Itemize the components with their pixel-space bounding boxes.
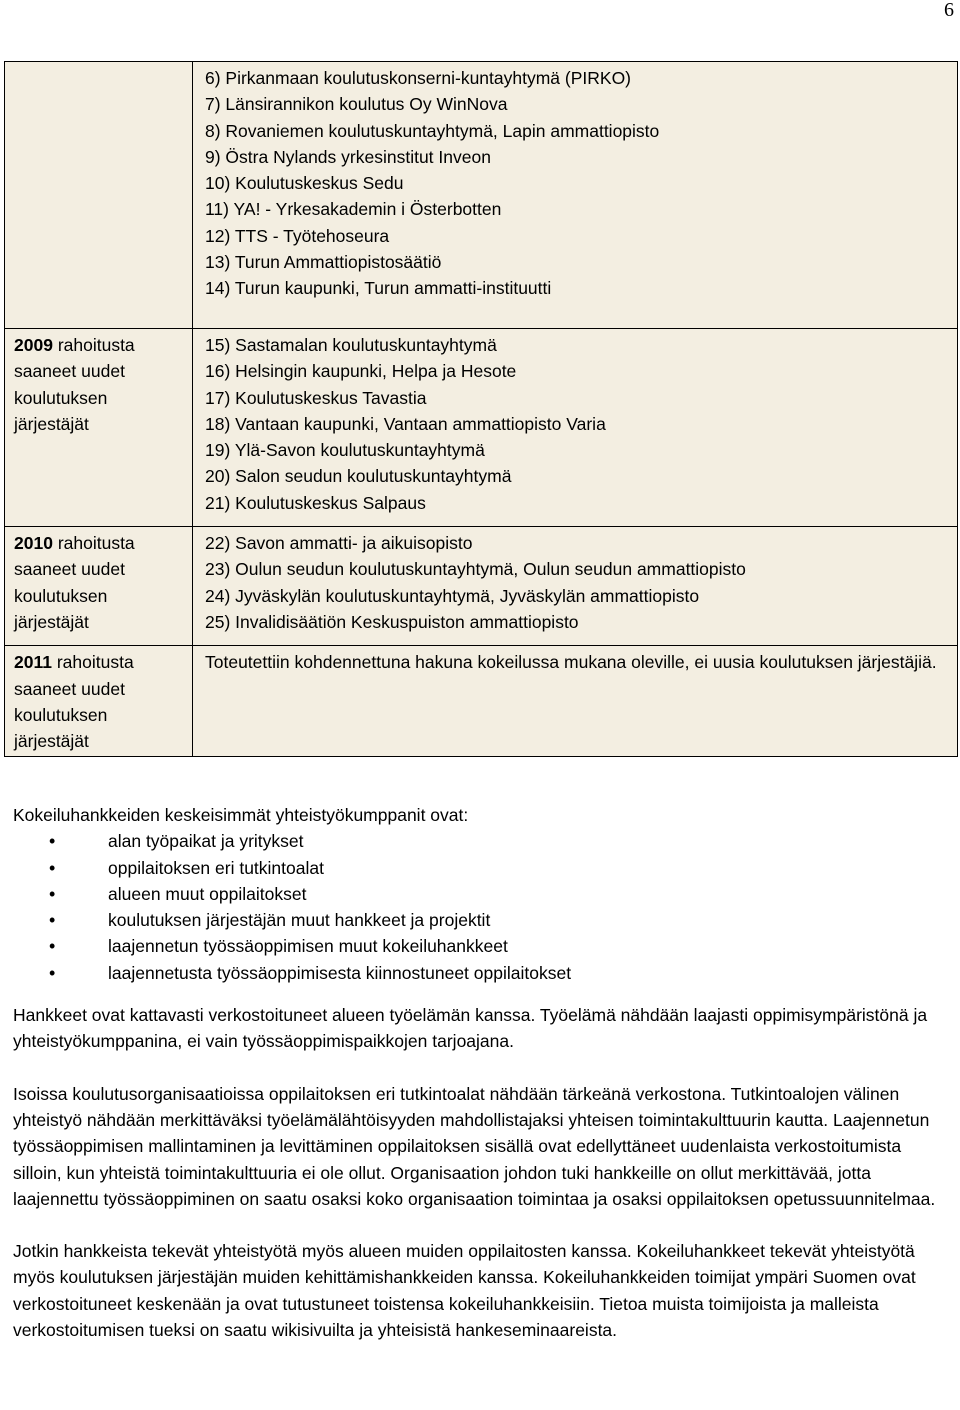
table-row-content-cell (193, 527, 958, 646)
list-item: 7) Länsirannikon koulutus Oy WinNova (205, 94, 508, 115)
list-item: • koulutuksen järjestäjän muut hankkeet ja projektit (13, 907, 948, 933)
bullet-icon: • (49, 831, 56, 852)
providers-table (4, 61, 958, 757)
table-row-content-cell (193, 329, 958, 527)
list-item: 13) Turun Ammattiopistosäätiö (205, 252, 442, 273)
label-text: järjestäjät (14, 731, 89, 752)
list-item: 20) Salon seudun koulutuskuntayhtymä (205, 466, 512, 487)
list-item: 25) Invalidisäätiön Keskuspuiston ammattiopisto (205, 611, 579, 632)
bullet-icon: • (49, 910, 56, 931)
year-label: 2009 (14, 335, 53, 355)
page-number: 6 (944, 0, 954, 21)
list-item: 23) Oulun seudun koulutuskuntayhtymä, Oulun seudun ammattiopisto (205, 559, 746, 580)
label-text: koulutuksen (14, 704, 108, 725)
paragraph: Jotkin hankkeista tekevät yhteistyötä myös alueen muiden oppilaitosten kanssa. Kokeiluhankkeet tekevät yhteistyötä myös koulutuksen järjestäjän muiden kehittämishankkeiden kanssa. Kokeiluhankkeiden toimijat ympäri Suomen ovat verkostoituneet keskenään ja ovat tutustuneet toistensa kokeiluhankkeisiin. Tietoa muista toimijoista ja malleista verkostoitumisen tueksi on saatu wikisivuilta ja yhteisistä hankeseminaareista. (13, 1241, 916, 1341)
label-text: järjestäjät (14, 611, 89, 632)
bullet-icon: • (49, 857, 56, 878)
list-item: 12) TTS - Työtehoseura (205, 225, 390, 246)
list-item: 21) Koulutuskeskus Salpaus (205, 492, 426, 513)
label-text: saaneet uudet (14, 361, 125, 382)
table-note: Toteutettiin kohdennettuna hakuna kokeilussa mukana oleville, ei uusia koulutuksen järjestäjiä. (205, 652, 937, 673)
list-item: 14) Turun kaupunki, Turun ammatti-instituutti (205, 278, 552, 299)
year-label: 2011 (14, 652, 52, 673)
list-item: 17) Koulutuskeskus Tavastia (205, 387, 427, 408)
list-item: 19) Ylä-Savon koulutuskuntayhtymä (205, 440, 485, 461)
list-item: 24) Jyväskylän koulutuskuntayhtymä, Jyväskylän ammattiopisto (205, 585, 700, 606)
list-item: 9) Östra Nylands yrkesinstitut Inveon (205, 146, 491, 167)
table-row-label-cell (5, 329, 193, 527)
list-item: 22) Savon ammatti- ja aikuisopisto (205, 533, 473, 554)
partners-list (13, 828, 948, 986)
list-item: • laajennetusta työssäoppimisesta kiinnostuneet oppilaitokset (13, 960, 948, 986)
bullet-icon: • (49, 883, 56, 904)
table-row-label-cell (5, 646, 193, 757)
table-row (5, 329, 958, 527)
table-row (5, 646, 958, 757)
list-item: • laajennetun työssäoppimisen muut kokeiluhankkeet (13, 933, 948, 959)
label-text: rahoitusta (57, 533, 135, 554)
partners-intro: Kokeiluhankkeiden keskeisimmät yhteistyökumppanit ovat: (13, 805, 469, 825)
list-item: • alueen muut oppilaitokset (13, 881, 948, 907)
list-item: 16) Helsingin kaupunki, Helpa ja Hesote (205, 361, 517, 382)
bullet-icon: • (49, 936, 56, 957)
table-row (5, 527, 958, 646)
list-item: 8) Rovaniemen koulutuskuntayhtymä, Lapin ammattiopisto (205, 120, 660, 141)
label-text: koulutuksen (14, 387, 108, 408)
label-text: rahoitusta (56, 652, 134, 673)
label-text: koulutuksen (14, 585, 108, 606)
paragraph: Isoissa koulutusorganisaatioissa oppilaitoksen eri tutkintoalat nähdään tärkeänä verkostona. Tutkintoalojen välinen yhteistyö nähdään merkittäväksi työelämälähtöisyyden mahdollistajaksi yhteisen toimintakulttuurin kautta. Laajennetun työssäoppimisen mallintaminen ja levittäminen oppilaitoksen sisällä ovat edellyttäneet uudenlaista verkostoitumista silloin, kun yhteistä toimintakulttuuria ei ole ollut. Organisaation johdon tuki hankkeille on ollut merkittävää, jotta laajennettu työssäoppiminen on saatu osaksi koko organisaation toimintaa ja osaksi oppilaitoksen opetussuunnitelmaa. (13, 1083, 936, 1209)
list-item: 10) Koulutuskeskus Sedu (205, 173, 404, 194)
label-text: rahoitusta (57, 335, 135, 355)
year-label: 2010 (14, 533, 53, 554)
label-text: järjestäjät (14, 413, 89, 434)
table-row-label-cell (5, 62, 193, 329)
body-content (13, 802, 948, 1343)
table-row (5, 62, 958, 329)
list-item: 11) YA! - Yrkesakademin i Österbotten (205, 199, 502, 220)
list-item: 15) Sastamalan koulutuskuntayhtymä (205, 335, 497, 355)
list-item: 6) Pirkanmaan koulutuskonserni-kuntayhtymä (PIRKO) (205, 68, 632, 88)
label-text: saaneet uudet (14, 678, 125, 699)
table-row-content-cell (193, 62, 958, 329)
label-text: saaneet uudet (14, 559, 125, 580)
list-item: • oppilaitoksen eri tutkintoalat (13, 855, 948, 881)
table-row-content-cell (193, 646, 958, 757)
bullet-icon: • (49, 962, 56, 983)
table-row-label-cell (5, 527, 193, 646)
paragraph: Hankkeet ovat kattavasti verkostoituneet alueen työelämän kanssa. Työelämä nähdään laajasti oppimisympäristönä ja yhteistyökumppanina, ei vain työssäoppimispaikkojen tarjoajana. (13, 1005, 928, 1052)
list-item: 18) Vantaan kaupunki, Vantaan ammattiopisto Varia (205, 413, 606, 434)
list-item: • alan työpaikat ja yritykset (13, 828, 948, 854)
